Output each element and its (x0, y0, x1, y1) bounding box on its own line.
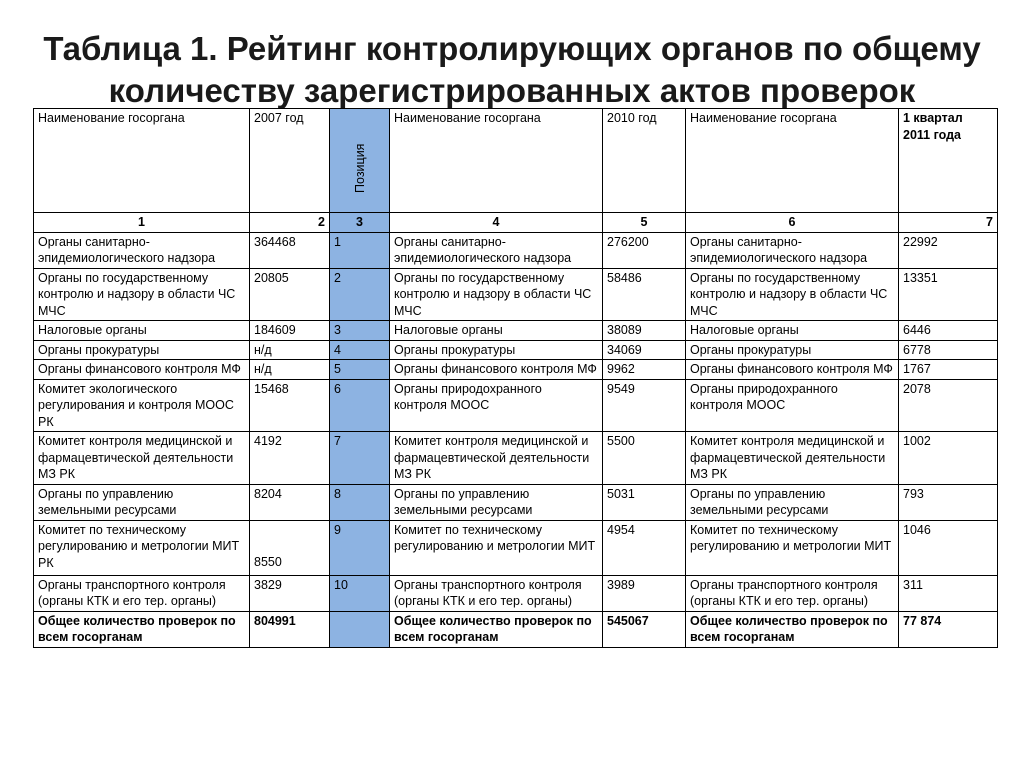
header-q1-2011: 1 квартал 2011 года (899, 109, 998, 213)
value-q1-2011-cell: 311 (899, 575, 998, 611)
value-q1-2011-cell: 6446 (899, 321, 998, 341)
header-org-2007: Наименование госоргана (34, 109, 250, 213)
org-2007-cell: Комитет экологического регулирования и контроля МООС РК (34, 379, 250, 432)
value-q1-2011-cell: 13351 (899, 268, 998, 321)
column-number: 4 (390, 213, 603, 233)
org-2007-cell: Комитет по техническому регулированию и метрологии МИТ РК (34, 520, 250, 575)
value-2007-cell: н/д (250, 360, 330, 380)
header-row (34, 109, 998, 213)
column-number: 1 (34, 213, 250, 233)
header-2010: 2010 год (603, 109, 686, 213)
org-2010-cell: Органы санитарно-эпидемиологического надзора (390, 232, 603, 268)
value-2010-cell: 4954 (603, 520, 686, 575)
column-number: 2 (250, 213, 330, 233)
org-2011-cell: Органы по управлению земельными ресурсами (686, 484, 899, 520)
position-cell: 1 (330, 232, 390, 268)
value-2007-cell: 8204 (250, 484, 330, 520)
value-2007-cell: 4192 (250, 432, 330, 485)
org-2011-cell: Органы транспортного контроля (органы КТК и его тер. органы) (686, 575, 899, 611)
value-2007-cell: 184609 (250, 321, 330, 341)
header-org-2011: Наименование госоргана (686, 109, 899, 213)
org-2010-cell: Органы по государственному контролю и надзору в области ЧС МЧС (390, 268, 603, 321)
value-2007-cell: 15468 (250, 379, 330, 432)
column-number: 6 (686, 213, 899, 233)
value-2010-cell: 58486 (603, 268, 686, 321)
table-row (34, 520, 998, 575)
table-row (34, 575, 998, 611)
header-position (330, 109, 390, 213)
org-2011-cell: Налоговые органы (686, 321, 899, 341)
position-cell: 2 (330, 268, 390, 321)
total-position-cell (330, 611, 390, 647)
column-number: 7 (899, 213, 998, 233)
position-cell: 8 (330, 484, 390, 520)
value-q1-2011-cell: 6778 (899, 340, 998, 360)
org-2011-cell: Органы по государственному контролю и надзору в области ЧС МЧС (686, 268, 899, 321)
org-2007-cell: Органы по государственному контролю и надзору в области ЧС МЧС (34, 268, 250, 321)
total-value-2007: 804991 (250, 611, 330, 647)
org-2010-cell: Органы транспортного контроля (органы КТК и его тер. органы) (390, 575, 603, 611)
column-number-row (34, 213, 998, 233)
org-2011-cell: Органы санитарно-эпидемиологического надзора (686, 232, 899, 268)
value-2010-cell: 34069 (603, 340, 686, 360)
value-2010-cell: 5500 (603, 432, 686, 485)
slide-title (0, 28, 1024, 112)
value-2007-cell (250, 520, 330, 575)
value-q1-2011-cell: 1002 (899, 432, 998, 485)
org-2007-cell: Органы транспортного контроля (органы КТК и его тер. органы) (34, 575, 250, 611)
value-2010-cell: 5031 (603, 484, 686, 520)
org-2010-cell: Налоговые органы (390, 321, 603, 341)
position-cell: 9 (330, 520, 390, 575)
value-2010-cell: 3989 (603, 575, 686, 611)
header-org-2010: Наименование госоргана (390, 109, 603, 213)
org-2011-cell: Комитет по техническому регулированию и метрологии МИТ (686, 520, 899, 575)
title-line-2: количеству зарегистрированных актов проверок (108, 72, 916, 109)
org-2007-cell: Органы санитарно-эпидемиологического надзора (34, 232, 250, 268)
org-2011-cell: Комитет контроля медицинской и фармацевтической деятельности МЗ РК (686, 432, 899, 485)
org-2010-cell: Комитет контроля медицинской и фармацевтической деятельности МЗ РК (390, 432, 603, 485)
position-cell: 4 (330, 340, 390, 360)
value-2010-cell: 9962 (603, 360, 686, 380)
org-2011-cell: Органы финансового контроля МФ (686, 360, 899, 380)
value-q1-2011-cell: 1046 (899, 520, 998, 575)
value-q1-2011-cell: 1767 (899, 360, 998, 380)
table-row (34, 360, 998, 380)
position-cell: 3 (330, 321, 390, 341)
org-2007-cell: Комитет контроля медицинской и фармацевтической деятельности МЗ РК (34, 432, 250, 485)
table-row (34, 432, 998, 485)
org-2007-cell: Органы по управлению земельными ресурсами (34, 484, 250, 520)
total-value-2010: 545067 (603, 611, 686, 647)
column-number: 3 (330, 213, 390, 233)
value-q1-2011-cell: 793 (899, 484, 998, 520)
org-2010-cell: Органы по управлению земельными ресурсами (390, 484, 603, 520)
position-cell: 7 (330, 432, 390, 485)
rating-table (33, 108, 998, 648)
org-2011-cell: Органы прокуратуры (686, 340, 899, 360)
position-cell: 6 (330, 379, 390, 432)
table-row (34, 340, 998, 360)
value-2007-cell: 3829 (250, 575, 330, 611)
value-2010-cell: 9549 (603, 379, 686, 432)
total-label-2011: Общее количество проверок по всем госорганам (686, 611, 899, 647)
value-2010-cell: 276200 (603, 232, 686, 268)
total-label-2010: Общее количество проверок по всем госорганам (390, 611, 603, 647)
header-position-label: Позиция (352, 143, 367, 193)
position-cell: 5 (330, 360, 390, 380)
org-2010-cell: Органы финансового контроля МФ (390, 360, 603, 380)
value-2007-cell: 20805 (250, 268, 330, 321)
value-2007-cell: н/д (250, 340, 330, 360)
column-number: 5 (603, 213, 686, 233)
org-2011-cell: Органы природохранного контроля МООС (686, 379, 899, 432)
position-cell: 10 (330, 575, 390, 611)
table-row (34, 232, 998, 268)
org-2007-cell: Налоговые органы (34, 321, 250, 341)
value-q1-2011-cell: 2078 (899, 379, 998, 432)
value-2007-text: 8550 (254, 555, 282, 569)
org-2010-cell: Органы прокуратуры (390, 340, 603, 360)
value-q1-2011-cell: 22992 (899, 232, 998, 268)
total-row (34, 611, 998, 647)
org-2007-cell: Органы прокуратуры (34, 340, 250, 360)
value-2007-cell: 364468 (250, 232, 330, 268)
org-2007-cell: Органы финансового контроля МФ (34, 360, 250, 380)
table-row (34, 321, 998, 341)
total-value-q1-2011: 77 874 (899, 611, 998, 647)
header-2007: 2007 год (250, 109, 330, 213)
org-2010-cell: Органы природохранного контроля МООС (390, 379, 603, 432)
table-row (34, 268, 998, 321)
title-line-1: Таблица 1. Рейтинг контролирующих органов по общему (43, 30, 981, 67)
table-row (34, 484, 998, 520)
value-2010-cell: 38089 (603, 321, 686, 341)
org-2010-cell: Комитет по техническому регулированию и метрологии МИТ (390, 520, 603, 575)
table-row (34, 379, 998, 432)
total-label-2007: Общее количество проверок по всем госорганам (34, 611, 250, 647)
